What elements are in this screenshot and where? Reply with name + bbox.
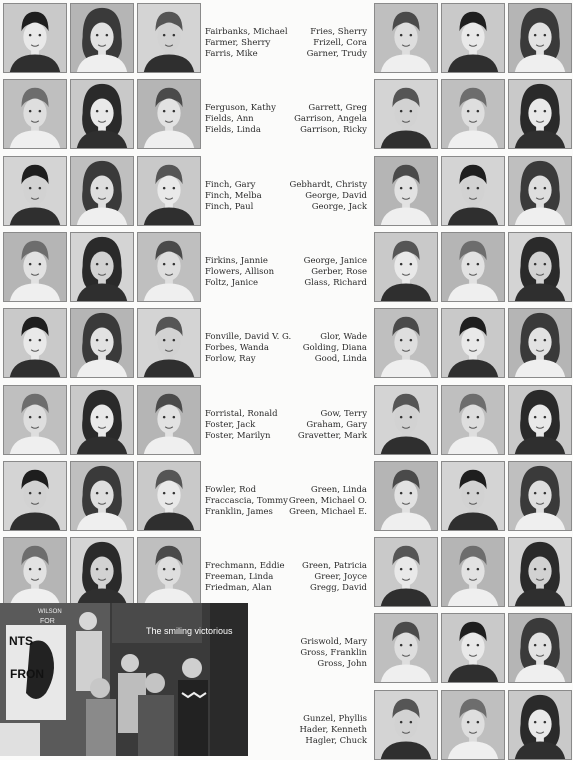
right-portrait-photo: [441, 156, 505, 226]
student-name: Firkins, Jannie: [205, 255, 268, 266]
left-portrait-photo: [137, 461, 201, 531]
student-name: Gerber, Rose: [311, 266, 367, 277]
student-name: Gow, Terry: [320, 408, 367, 419]
left-name-block: [205, 256, 274, 289]
student-name: Hagler, Chuck: [305, 735, 367, 746]
left-portrait-photo: [70, 79, 134, 149]
right-portrait-photo: [508, 308, 572, 378]
poster-text-4: FRON: [10, 667, 44, 681]
right-portrait-photo: [508, 385, 572, 455]
right-portrait-photo: [374, 156, 438, 226]
right-portrait-photo: [374, 613, 438, 683]
student-name: Freeman, Linda: [205, 572, 274, 583]
right-portrait-photo: [441, 308, 505, 378]
student-name: Hader, Kenneth: [299, 724, 367, 735]
left-portrait-photo: [137, 156, 201, 226]
left-name-block: [205, 409, 278, 442]
student-name: Fairbanks, Michael: [205, 27, 288, 37]
group-photo-caption: The smiling victorious: [146, 626, 233, 636]
right-portrait-photo: [441, 613, 505, 683]
student-name: Griswold, Mary: [300, 637, 367, 648]
right-portrait-photo: [374, 385, 438, 455]
right-portrait-photo: [441, 385, 505, 455]
left-portrait-photo: [3, 385, 67, 455]
left-portrait-photo: [137, 79, 201, 149]
student-name: Franklin, James: [205, 506, 273, 517]
student-name: Green, Michael O.: [288, 495, 367, 506]
student-name: Fields, Linda: [205, 125, 261, 136]
left-name-block: [205, 485, 288, 518]
student-name: Gunzel, Phyllis: [303, 713, 367, 724]
student-name: Foster, Marilyn: [205, 430, 271, 441]
left-name-block: [205, 180, 262, 213]
left-portrait-photo: [137, 232, 201, 302]
student-name: Greer, Joyce: [314, 572, 367, 583]
right-portrait-photo: [508, 79, 572, 149]
student-name: Fries, Sherry: [310, 27, 367, 37]
student-name: Garner, Trudy: [306, 49, 367, 59]
right-portrait-photo: [508, 232, 572, 302]
right-name-block: [302, 561, 367, 594]
right-portrait-photo: [374, 79, 438, 149]
left-portrait-photo: [70, 537, 134, 607]
left-portrait-photo: [3, 537, 67, 607]
right-portrait-photo: [441, 79, 505, 149]
left-portrait-photo: [137, 385, 201, 455]
right-portrait-photo: [441, 690, 505, 760]
student-name: Ferguson, Kathy: [205, 103, 276, 114]
right-portrait-photo: [508, 613, 572, 683]
student-name: Gebhardt, Christy: [289, 179, 367, 190]
student-name: Finch, Melba: [205, 190, 262, 201]
student-name: Fonville, David V. G.: [205, 332, 292, 343]
right-portrait-photo: [441, 537, 505, 607]
left-portrait-photo: [70, 308, 134, 378]
student-name: Green, Michael E.: [289, 506, 367, 517]
left-portrait-photo: [3, 3, 67, 73]
student-name: George, Janice: [303, 255, 367, 266]
left-portrait-photo: [70, 156, 134, 226]
student-name: Graham, Gary: [306, 419, 367, 430]
left-portrait-photo: [70, 385, 134, 455]
right-portrait-photo: [508, 537, 572, 607]
student-name: George, Jack: [311, 201, 367, 212]
right-name-block: [298, 409, 367, 442]
right-portrait-photo: [508, 690, 572, 760]
student-name: Frechmann, Eddie: [205, 561, 285, 572]
left-portrait-photo: [137, 3, 201, 73]
left-portrait-photo: [3, 461, 67, 531]
right-name-block: [290, 180, 367, 213]
left-portrait-photo: [3, 156, 67, 226]
student-name: Good, Linda: [314, 354, 367, 365]
student-name: Gravetter, Mark: [297, 430, 367, 441]
left-name-block: [205, 332, 291, 365]
poster-text-3: NTS: [9, 634, 33, 648]
right-portrait-photo: [374, 308, 438, 378]
right-portrait-photo: [374, 461, 438, 531]
left-name-block: [205, 27, 288, 60]
student-name: Green, Patricia: [302, 561, 367, 572]
student-name: Gross, John: [317, 659, 367, 670]
student-name: Fowler, Rod: [205, 484, 257, 495]
student-name: Golding, Diana: [302, 343, 367, 354]
right-portrait-photo: [441, 3, 505, 73]
student-name: Forristal, Ronald: [205, 408, 278, 419]
student-name: Garrett, Greg: [308, 103, 367, 114]
student-name: Fraccascia, Tommy: [205, 495, 288, 506]
left-portrait-photo: [3, 232, 67, 302]
student-name: Frizell, Cora: [313, 38, 367, 48]
right-name-block: [294, 103, 367, 136]
left-portrait-photo: [70, 232, 134, 302]
student-name: George, David: [305, 190, 367, 201]
student-name: Finch, Gary: [205, 179, 256, 190]
right-name-block: [304, 256, 367, 289]
left-portrait-photo: [3, 308, 67, 378]
right-portrait-photo: [374, 690, 438, 760]
student-name: Farris, Mike: [205, 49, 258, 59]
student-name: Finch, Paul: [205, 201, 254, 212]
right-portrait-photo: [508, 3, 572, 73]
left-portrait-photo: [70, 461, 134, 531]
right-name-block: [299, 714, 367, 747]
poster-text-2: FOR: [40, 618, 55, 625]
right-name-block: [300, 637, 367, 670]
student-name: Fields, Ann: [205, 114, 254, 125]
student-name: Green, Linda: [310, 484, 367, 495]
student-name: Foltz, Janice: [205, 277, 259, 288]
student-name: Forbes, Wanda: [205, 343, 269, 354]
student-name: Forlow, Ray: [205, 354, 256, 365]
student-name: Garrison, Ricky: [300, 125, 367, 136]
student-name: Garrison, Angela: [294, 114, 367, 125]
right-portrait-photo: [374, 537, 438, 607]
student-name: Farmer, Sherry: [205, 38, 271, 48]
student-name: Gross, Franklin: [300, 648, 367, 659]
right-portrait-photo: [374, 232, 438, 302]
student-name: Glor, Wade: [320, 332, 367, 343]
poster-text-1: WILSON: [38, 609, 62, 615]
left-portrait-photo: [3, 79, 67, 149]
right-portrait-photo: [441, 232, 505, 302]
student-name: Gregg, David: [309, 583, 367, 594]
left-name-block: [205, 561, 285, 594]
student-name: Flowers, Allison: [205, 266, 275, 277]
right-name-block: [303, 332, 367, 365]
left-portrait-photo: [70, 3, 134, 73]
right-name-block: [289, 485, 367, 518]
right-name-block: [307, 27, 367, 60]
right-portrait-photo: [441, 461, 505, 531]
right-portrait-photo: [508, 156, 572, 226]
student-name: Glass, Richard: [304, 277, 367, 288]
student-name: Foster, Jack: [205, 419, 256, 430]
right-portrait-photo: [508, 461, 572, 531]
right-portrait-photo: [374, 3, 438, 73]
student-name: Friedman, Alan: [205, 583, 272, 594]
left-name-block: [205, 103, 276, 136]
left-portrait-photo: [137, 537, 201, 607]
left-portrait-photo: [137, 308, 201, 378]
